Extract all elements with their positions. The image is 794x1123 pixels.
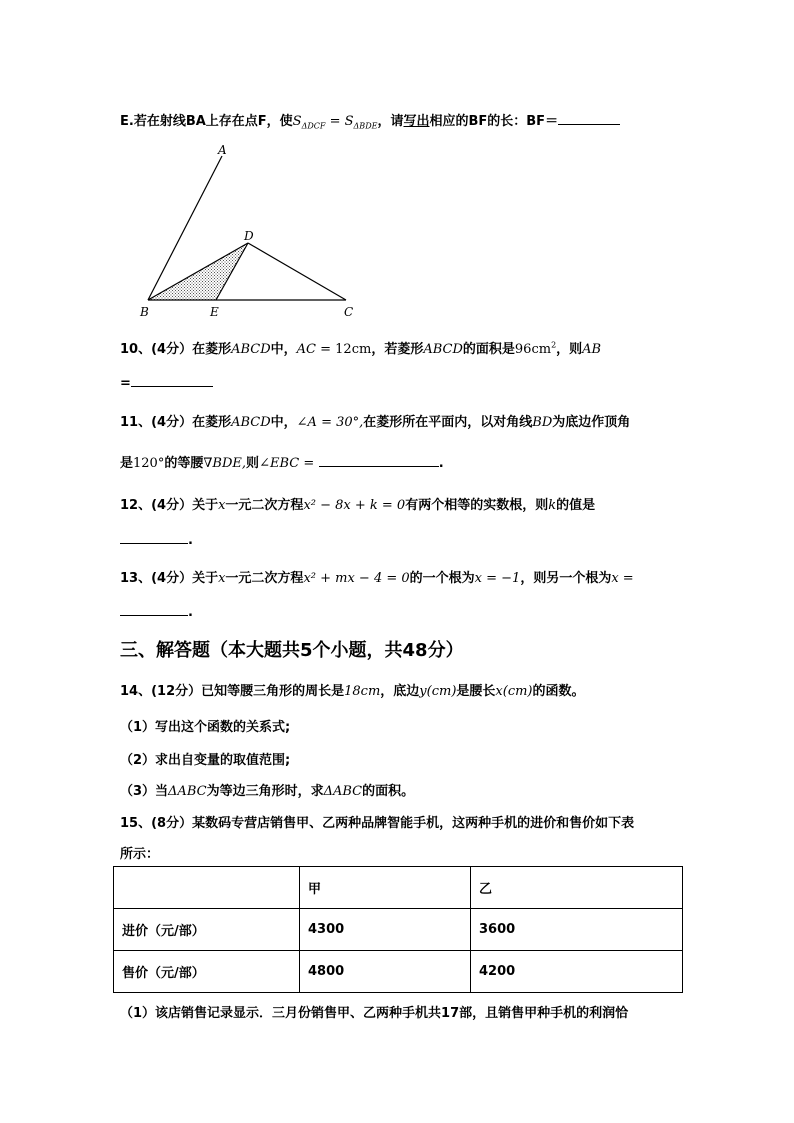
table-cell: 4200 [471,951,683,993]
section-3-heading: 三、解答题（本大题共5个小题，共48分） [120,640,464,661]
table-row [114,951,683,993]
question-11: 11、(4分）在菱形ABCD中，∠A = 30°,在菱形所在平面内，以对角线BD为底边作顶角 [120,415,631,430]
table-cell: 3600 [471,909,683,951]
question-10-answer: = [120,374,213,391]
table-cell: 4800 [300,951,471,993]
question-14-part-2: （2）求出自变量的取值范围; [120,753,291,768]
answer-blank[interactable] [120,603,188,616]
question-13: 13、(4分）关于x一元二次方程x² + mx − 4 = 0的一个根为x = −1，则另一个根为x = [120,571,634,586]
label-e: E [210,305,219,319]
question-13-answer: . [120,603,193,620]
table-cell: 甲 [300,867,471,909]
question-15: 15、(8分）某数码专营店销售甲、乙两种品牌智能手机，这两种手机的进价和售价如下表 [120,816,635,831]
question-11-line2: 是120°的等腰∇BDE,则∠EBC = . [120,456,444,471]
answer-blank[interactable] [319,454,439,467]
question-14: 14、(12分）已知等腰三角形的周长是18cm，底边y(cm)是腰长x(cm)的函数。 [120,684,585,699]
table-row [114,909,683,951]
price-table [113,866,683,993]
question-15-part-1: （1）该店销售记录显示．三月份销售甲、乙两种手机共17部，且销售甲种手机的利润恰 [120,1006,629,1021]
table-cell: 售价（元/部） [114,951,300,993]
question-12: 12、(4分）关于x一元二次方程x² − 8x + k = 0有两个相等的实数根，则k的值是 [120,498,596,513]
question-14-part-1: （1）写出这个函数的关系式; [120,720,291,735]
question-15-line2: 所示： [120,847,160,862]
answer-blank[interactable] [131,374,213,387]
label-d: D [244,229,254,243]
table-cell: 进价（元/部） [114,909,300,951]
question-9e: E.若在射线BA上存在点F，使$S_{\Delta DCF} = S_{\Delta BDE}$，请写出相应的BF的长：BF＝ [120,110,620,131]
label-c: C [344,305,354,319]
table-header-row [114,867,683,909]
label-b: B [140,305,149,319]
answer-blank[interactable] [558,112,620,125]
question-14-part-3: （3）当ΔABC为等边三角形时，求ΔABC的面积。 [120,784,415,799]
question-10: 10、(4分）在菱形ABCD中，AC = 12cm，若菱形ABCD的面积是$96cm^2$，则AB [120,340,602,357]
segment-dc [248,243,346,300]
answer-blank[interactable] [120,531,188,544]
table-cell: 乙 [471,867,683,909]
table-cell: 4300 [300,909,471,951]
table-cell [114,867,300,909]
question-12-answer: . [120,531,193,548]
triangle-figure [130,140,370,325]
label-a: A [218,143,227,157]
